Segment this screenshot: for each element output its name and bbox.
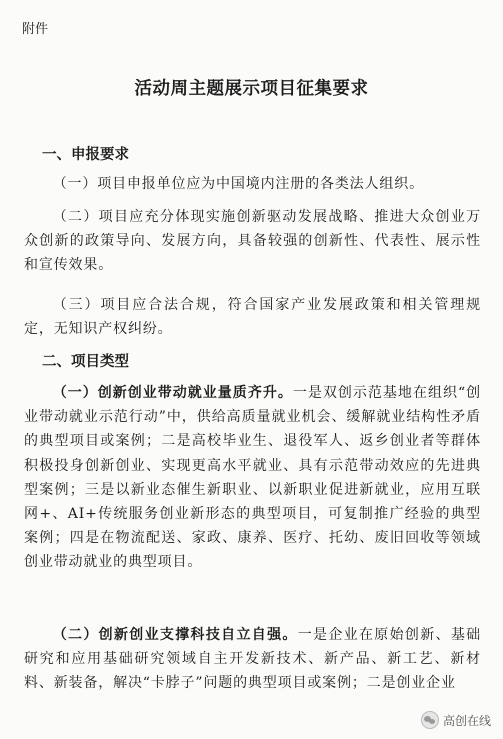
section-heading-requirements: 一、申报要求: [42, 146, 129, 163]
wechat-icon: [421, 711, 439, 729]
attachment-label: 附件: [22, 22, 49, 37]
paragraph: （二）项目应充分体现实施创新驱动发展战略、推进大众创业万众创新的政策导向、发展方向，具备较强的创新性、代表性、展示性和宣传效果。: [24, 209, 481, 274]
watermark: [421, 711, 491, 729]
paragraph: （三）项目应合法合规，符合国家产业发展政策和相关管理规定，无知识产权纠纷。: [24, 297, 481, 338]
paragraph-lead: （二）创新创业支撑科技自立自强。: [52, 627, 298, 643]
page-title: 活动周主题展示项目征集要求: [134, 79, 369, 99]
paragraph-body: 一是企业在原始创新、基础研究和应用基础研究领域自主开发新技术、新产品、新工艺、新材料、新装备，解决“卡脖子”问题的典型项目或案例；二是创业企业: [24, 627, 481, 692]
paragraph: （一）项目申报单位应为中国境内注册的各类法人组织。: [52, 176, 424, 192]
paragraph: [24, 623, 481, 696]
section-heading-project-types: 二、项目类型: [42, 353, 129, 370]
paragraph-lead: （一）创新创业带动就业量质齐升。: [52, 385, 293, 401]
paragraph: [24, 381, 481, 575]
paragraph-body: 一是双创示范基地在组织“创业带动就业示范行动”中，供给高质量就业机会、缓解就业结构性矛盾的典型项目或案例；二是高校毕业生、退役军人、返乡创业者等群体积极投身创新创业、实现更高水平就业、具有示范带动效应的先进典型案例；三是以新业态催生新职业、以新职业促进新就业，应用互联网+、AI+传统服务创业新形态的典型项目，可复制推广经验的典型案例；四是在物流配送、家政、康养、医疗、托幼、废旧回收等领域创业带动就业的典型项目。: [24, 385, 481, 571]
watermark-text: 高创在线: [442, 713, 491, 728]
